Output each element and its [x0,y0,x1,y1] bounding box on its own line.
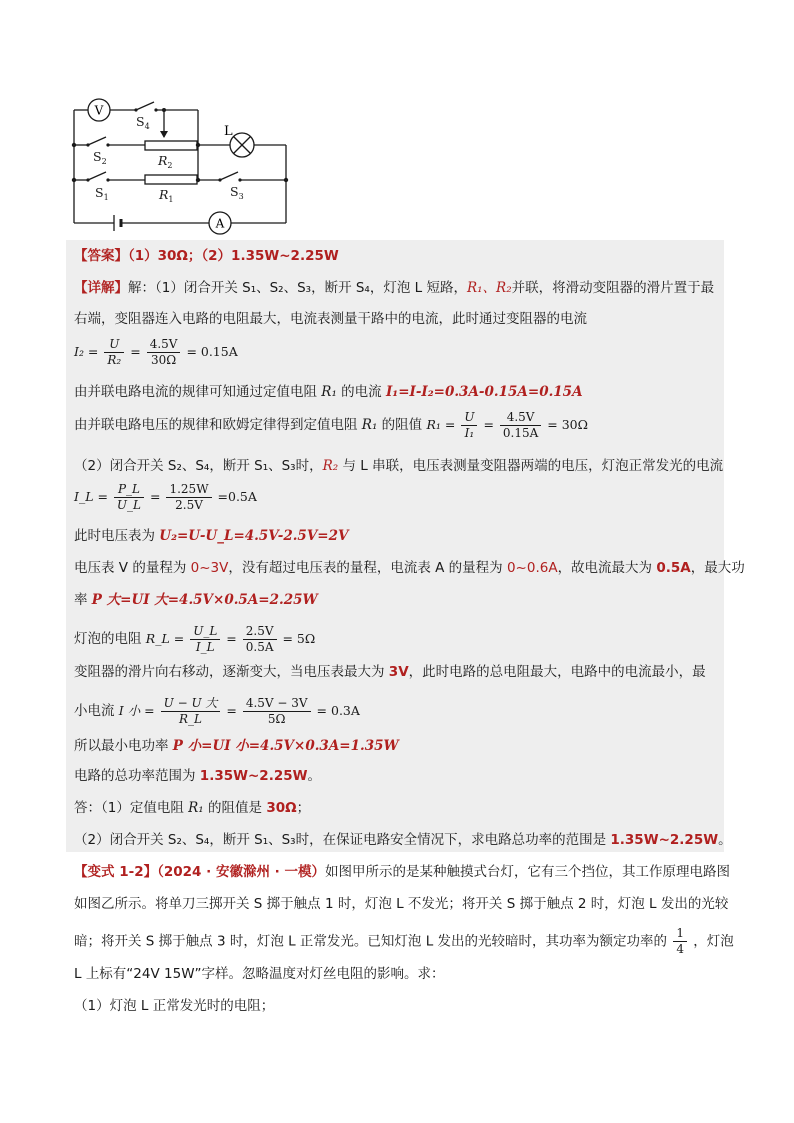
formula-il: I_L = $\frac{P\_L}{U\_L}$ = $\frac{1.25W}{2.5V}$ =0.5A [74,482,257,512]
r2-label: $R_2$ [158,153,173,170]
detail-line-imin: 小电流 I 小 = $\frac{\text{U − U 大}}{R\_L}$ = $\frac{4.5V - 3V}{5\Omega}$ = 0.3A [74,696,360,726]
ammeter-label: A [215,216,225,231]
conclusion-line-2: （2）闭合开关 S₂、S₄，断开 S₁、S₃时，在保证电路安全情况下，求电路总功率的范围是 1.35W~2.25W。 [74,832,732,848]
variant-line-2: 如图乙所示。将单刀三掷开关 S 掷于触点 1 时，灯泡 L 不发光；将开关 S 掷于触点 2 时，灯泡 L 发出的光较 [74,896,729,912]
detail-line-1: 【详解】解：（1）闭合开关 S₁、S₂、S₃，断开 S₄，灯泡 L 短路，R₁、R₂并联，将滑动变阻器的滑片置于最 [74,280,715,296]
detail-line-r1: 由并联电路电压的规律和欧姆定律得到定值电阻 R₁ 的阻值 R₁ = $\frac{U}{\text{I₁}}$ = $\frac{4.5V}{0.15A}$ = 30Ω [74,410,588,440]
detail-label: 【详解】 [74,280,128,296]
variant-label: 【变式 1-2】 [74,864,158,880]
detail-line-pmin: 所以最小电功率 P 小=UI 小=4.5V×0.3A=1.35W [74,738,399,754]
answer-line [74,246,339,266]
detail-line-part2: （2）闭合开关 S₂、S₄，断开 S₁、S₃时，R₂ 与 L 串联，电压表测量变阻器两端的电压，灯泡正常发光的电流 [74,458,724,474]
detail-line-range: 电压表 V 的量程为 0~3V，没有超过电压表的量程，电流表 A 的量程为 0~0.6A，故电流最大为 0.5A，最大功 [74,560,745,576]
variant-line-4: L 上标有“24V 15W”字样。忽略温度对灯丝电阻的影响。求： [74,966,445,982]
formula-i2: I₂ = $\frac{U}{\text{R₂}}$ = $\frac{4.5V}{30\Omega}$ = 0.15A [74,337,238,367]
lamp-label: L [224,124,233,139]
circuit-diagram [60,95,300,240]
s3-label: $S_3$ [230,184,244,201]
answer-label: 【答案】 [74,248,128,264]
answer-text: （1）30Ω；（2）1.35W~2.25W [128,248,339,264]
variant-question-1: （1）灯泡 L 正常发光时的电阻； [74,998,275,1014]
voltmeter-label: V [94,103,104,118]
variant-line-3: 暗；将开关 S 掷于触点 3 时，灯泡 L 正常发光。已知灯泡 L 发出的光较暗时，其功率为额定功率的 $\frac{1}{4}$ ，灯泡 [74,926,734,956]
detail-line-rl: 灯泡的电阻 R_L = $\frac{U\_L}{I\_L}$ = $\frac{2.5V}{0.5A}$ = 5Ω [74,624,316,654]
conclusion-line-1: 答：（1）定值电阻 R₁ 的阻值是 30Ω； [74,800,311,816]
s4-label: $S_4$ [136,114,150,131]
s1-label: $S_1$ [95,185,109,202]
detail-line-i1: 由并联电路电流的规律可知通过定值电阻 R₁ 的电流 I₁=I-I₂=0.3A-0.15A=0.15A [74,384,583,400]
s2-label: $S_2$ [93,149,107,166]
detail-line-total: 电路的总功率范围为 1.35W~2.25W。 [74,768,322,784]
variant-line-1: 【变式 1-2】（2024 · 安徽滁州 · 一模）如图甲所示的是某种触摸式台灯，它有三个挡位，其工作原理电路图 [74,864,730,880]
detail-line-pmax: 率 P 大=UI 大=4.5V×0.5A=2.25W [74,592,318,608]
solution-block [66,240,724,852]
detail-line-u2: 此时电压表为 U₂=U-U_L=4.5V-2.5V=2V [74,528,349,544]
r1-label: $R_1$ [159,187,174,204]
detail-line-2: 右端，变阻器连入电路的电阻最大，电流表测量干路中的电流，此时通过变阻器的电流 [74,311,587,327]
variant-source: （2024 · 安徽滁州 · 一模） [157,864,325,880]
detail-line-slider: 变阻器的滑片向右移动，逐渐变大，当电压表最大为 3V，此时电路的总电阻最大，电路中的电流最小，最 [74,664,706,680]
